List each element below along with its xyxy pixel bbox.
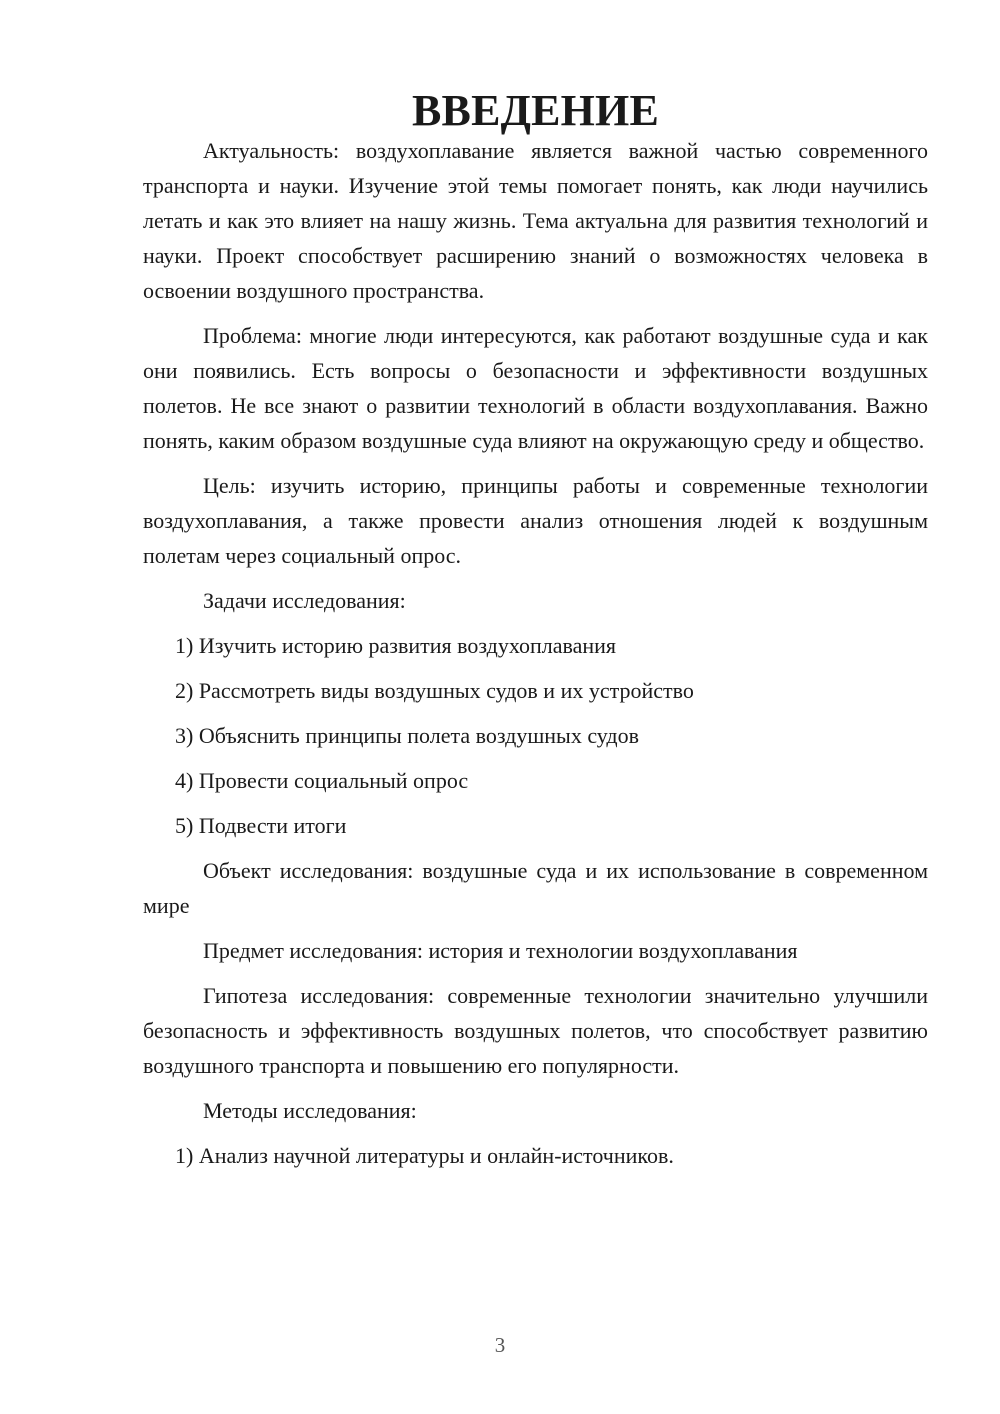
page-content	[143, 86, 928, 1183]
goal-paragraph: Цель: изучить историю, принципы работы и современные технологии воздухоплавания, а также провести анализ отношения людей к воздушным полетам через социальный опрос.	[143, 473, 928, 568]
hypothesis-paragraph: Гипотеза исследования: современные технологии значительно улучшили безопасность и эффективность воздушных полетов, что способствует развитию воздушного транспорта и повышению его популярности.	[143, 983, 928, 1078]
tasks-heading: Задачи исследования:	[203, 588, 406, 613]
list-item: 1) Изучить историю развития воздухоплавания	[175, 633, 617, 658]
list-item: 5) Подвести итоги	[175, 813, 347, 838]
page-number: 3	[494, 1333, 506, 1357]
page-title: ВВЕДЕНИЕ	[411, 86, 660, 135]
object-paragraph: Объект исследования: воздушные суда и их использование в современном мире	[143, 858, 928, 918]
relevance-paragraph: Актуальность: воздухоплавание является важной частью современного транспорта и науки. Изучение этой темы помогает понять, как люди научились летать и как это влияет на нашу жизнь. Тема актуальна для развития технологий и науки. Проект способствует расширению знаний о возможностях человека в освоении воздушного пространства.	[143, 138, 928, 303]
tasks-list	[143, 628, 928, 843]
methods-heading: Методы исследования:	[203, 1098, 417, 1123]
list-item: 4) Провести социальный опрос	[175, 768, 469, 793]
methods-list	[143, 1138, 928, 1173]
list-item: 1) Анализ научной литературы и онлайн-источников.	[175, 1143, 674, 1168]
subject-paragraph: Предмет исследования: история и технологии воздухоплавания	[203, 938, 798, 963]
problem-paragraph: Проблема: многие люди интересуются, как работают воздушные суда и как они появились. Есть вопросы о безопасности и эффективности воздушных полетов. Не все знают о развитии технологий в области воздухоплавания. Важно понять, каким образом воздушные суда влияют на окружающую среду и общество.	[143, 323, 928, 453]
list-item: 2) Рассмотреть виды воздушных судов и их устройство	[175, 678, 694, 703]
list-item: 3) Объяснить принципы полета воздушных судов	[175, 723, 639, 748]
